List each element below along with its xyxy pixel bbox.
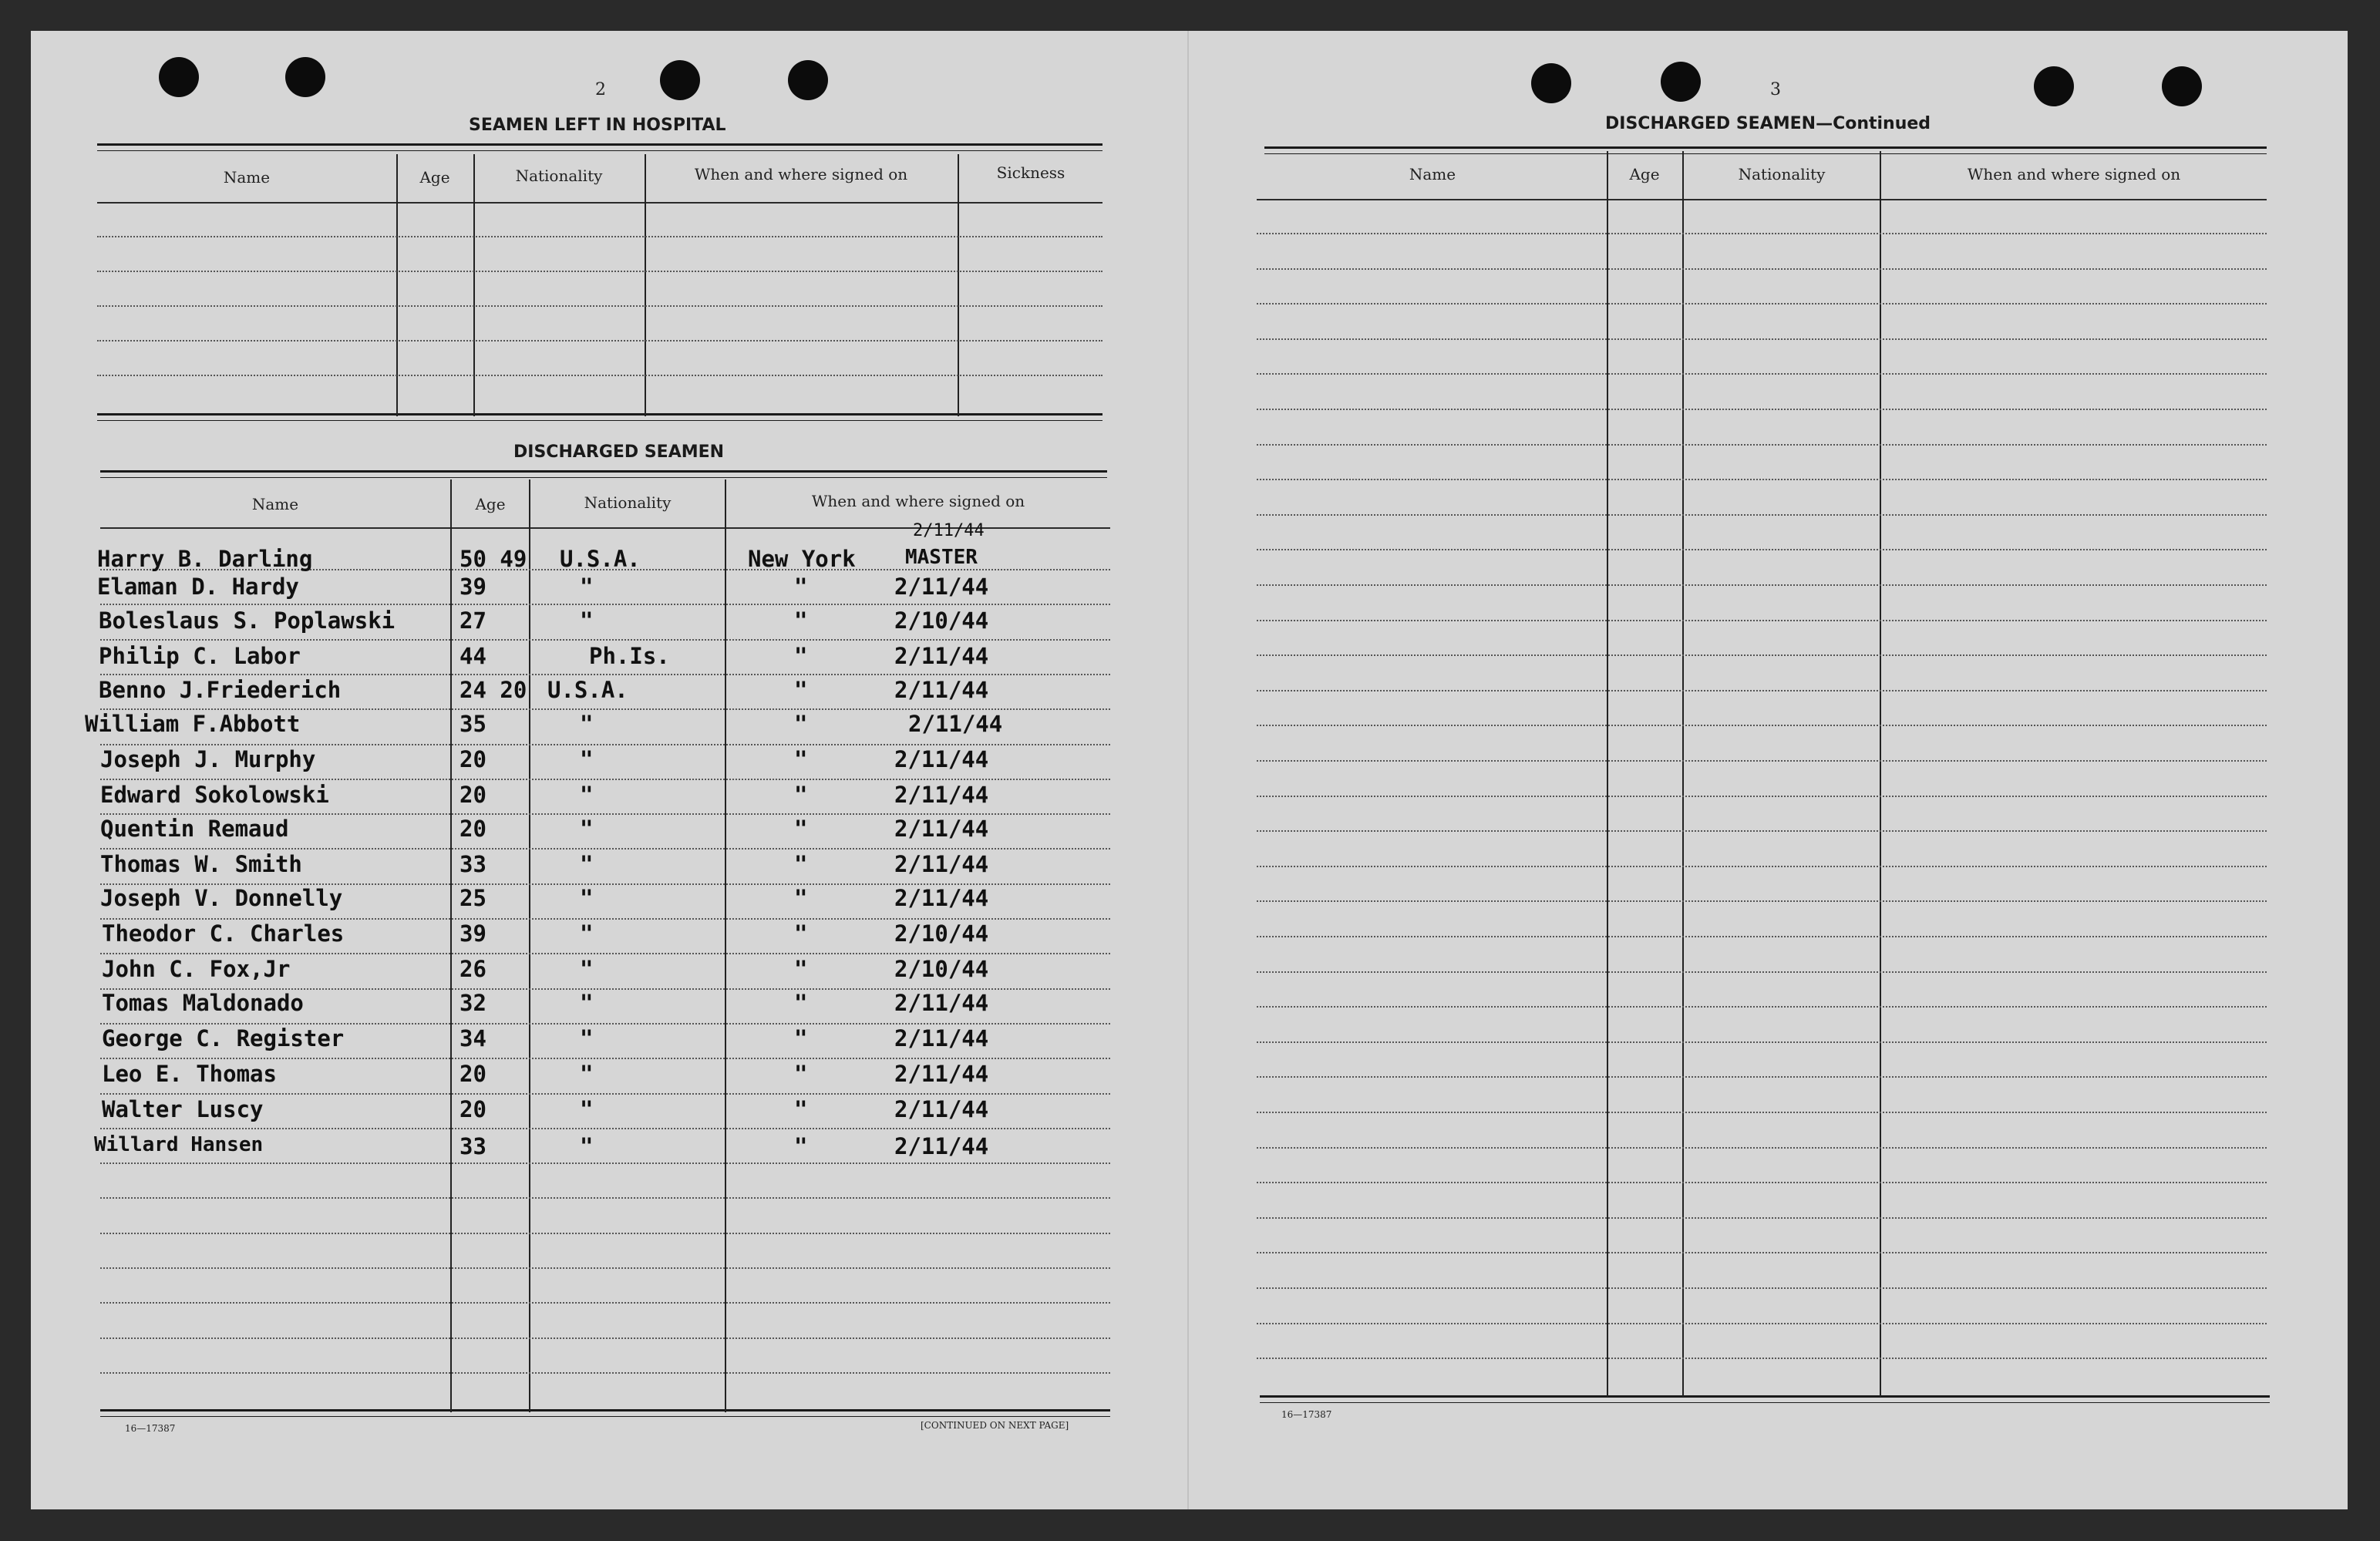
row-name: John C. Fox,Jr [102, 956, 291, 982]
row-age: 50 49 [460, 546, 527, 572]
ruled-line [1257, 1323, 2267, 1324]
table-bottom-rule [1260, 1395, 2270, 1403]
column-header-age: Age [475, 495, 506, 513]
row-name: Elaman D. Hardy [97, 574, 299, 600]
form-number: 16—17387 [1281, 1409, 1332, 1420]
row-age: 44 [460, 643, 486, 669]
hospital-section-title: SEAMEN LEFT IN HOSPITAL [469, 116, 726, 135]
header-rule [1257, 199, 2267, 200]
row-date: 2/11/44 [894, 885, 989, 911]
ruled-line [100, 639, 1110, 641]
ruled-line [1257, 690, 2267, 691]
ruled-line [100, 1023, 1110, 1025]
master-date-annotation: 2/11/44 [913, 521, 985, 540]
discharged-section-title: DISCHARGED SEAMEN [513, 442, 725, 462]
column-header-nationality: Nationality [584, 493, 672, 512]
row-date: 2/11/44 [894, 677, 989, 703]
column-header-nationality: Nationality [1738, 165, 1826, 183]
row-name: Joseph J. Murphy [100, 746, 316, 772]
column-header-age: Age [419, 168, 450, 187]
ruled-line [1257, 1358, 2267, 1359]
continued-note: [CONTINUED ON NEXT PAGE] [921, 1420, 1069, 1431]
page-number: 2 [595, 80, 606, 99]
row-nationality: U.S.A. [547, 677, 628, 703]
row-nationality: " [580, 711, 594, 737]
ruled-line [100, 918, 1110, 920]
ruled-line [100, 848, 1110, 850]
row-nationality: " [580, 1025, 594, 1051]
row-name: Theodor C. Charles [102, 920, 345, 947]
ruled-line [1257, 1182, 2267, 1183]
row-place: " [794, 643, 808, 669]
row-name: Boleslaus S. Poplawski [99, 607, 396, 634]
column-header-name: Name [1409, 165, 1456, 183]
row-nationality: " [580, 1133, 594, 1159]
ruled-line [1257, 549, 2267, 550]
column-header-signed-on: When and where signed on [1967, 165, 2181, 183]
row-age: 20 [460, 816, 486, 842]
row-place: " [794, 956, 808, 982]
ruled-line [100, 1372, 1110, 1374]
page-fold [1187, 31, 1189, 1509]
ruled-line [1257, 1287, 2267, 1289]
row-name: Philip C. Labor [99, 643, 301, 669]
table-bottom-rule [97, 413, 1102, 421]
ruled-line [100, 779, 1110, 780]
punch-hole [285, 57, 325, 97]
punch-hole [660, 60, 700, 100]
ruled-line [1257, 409, 2267, 410]
row-nationality: Ph.Is. [589, 643, 670, 669]
row-date: 2/11/44 [894, 782, 989, 808]
table-top-rule [97, 143, 1102, 151]
row-date: 2/11/44 [894, 1133, 989, 1159]
ruled-line [1257, 866, 2267, 867]
row-date: 2/11/44 [894, 574, 989, 600]
row-place: " [794, 990, 808, 1016]
column-divider [725, 479, 726, 1412]
row-name: Joseph V. Donnelly [100, 885, 343, 911]
table-bottom-rule [100, 1409, 1110, 1417]
row-place: " [794, 851, 808, 877]
ruled-line [100, 604, 1110, 605]
table-top-rule [1264, 146, 2267, 154]
row-place: " [794, 885, 808, 911]
row-place: " [794, 746, 808, 772]
column-divider [473, 154, 475, 416]
ruled-line [1257, 654, 2267, 656]
row-place: " [794, 920, 808, 947]
ruled-line [97, 375, 1102, 376]
row-name: Edward Sokolowski [100, 782, 329, 808]
punch-hole [1531, 63, 1571, 103]
row-place: " [794, 711, 808, 737]
row-nationality: " [580, 920, 594, 947]
row-place: " [794, 607, 808, 634]
row-date: 2/11/44 [894, 1061, 989, 1087]
row-nationality: " [580, 607, 594, 634]
ruled-line [1257, 830, 2267, 832]
ruled-line [1257, 233, 2267, 234]
ruled-line [1257, 268, 2267, 270]
row-name: Harry B. Darling [97, 546, 313, 572]
row-nationality: " [580, 746, 594, 772]
row-place: " [794, 1096, 808, 1122]
column-divider [396, 154, 398, 416]
column-header-sickness: Sickness [996, 163, 1065, 182]
row-age: 33 [460, 851, 486, 877]
ruled-line [1257, 725, 2267, 726]
ruled-line [1257, 760, 2267, 762]
column-divider [450, 479, 452, 1412]
column-header-age: Age [1629, 165, 1660, 183]
row-date: 2/11/44 [894, 1025, 989, 1051]
column-header-signed-on: When and where signed on [811, 492, 1025, 510]
ruled-line [100, 1162, 1110, 1164]
ruled-line [1257, 373, 2267, 375]
ruled-line [97, 305, 1102, 307]
ruled-line [1257, 936, 2267, 937]
ruled-line [100, 674, 1110, 675]
row-date: 2/11/44 [894, 643, 989, 669]
row-nationality: " [580, 782, 594, 808]
ruled-line [1257, 971, 2267, 973]
punch-hole [1661, 62, 1701, 102]
ruled-line [1257, 1252, 2267, 1253]
ruled-line [1257, 514, 2267, 516]
row-age: 20 [460, 1096, 486, 1122]
row-nationality: " [580, 1061, 594, 1087]
ruled-line [100, 1337, 1110, 1339]
row-date: 2/11/44 [894, 1096, 989, 1122]
row-place: " [794, 677, 808, 703]
row-age: 39 [460, 920, 486, 947]
row-name: Walter Luscy [102, 1096, 264, 1122]
page-number: 3 [1770, 80, 1781, 99]
ruled-line [100, 1128, 1110, 1129]
row-name: Thomas W. Smith [100, 851, 302, 877]
row-nationality: " [580, 990, 594, 1016]
column-divider [529, 479, 530, 1412]
ruled-line [100, 953, 1110, 954]
header-rule [97, 202, 1102, 204]
ruled-line [97, 340, 1102, 342]
ruled-line [100, 1093, 1110, 1095]
row-date: MASTER [905, 546, 978, 569]
row-age: 20 [460, 1061, 486, 1087]
row-date: 2/10/44 [894, 956, 989, 982]
row-nationality: " [580, 956, 594, 982]
ruled-line [1257, 1041, 2267, 1043]
ruled-line [97, 271, 1102, 272]
row-place: " [794, 574, 808, 600]
form-number: 16—17387 [125, 1423, 176, 1434]
continued-section-title: DISCHARGED SEAMEN—Continued [1605, 114, 1931, 133]
row-date: 2/11/44 [894, 990, 989, 1016]
row-age: 34 [460, 1025, 486, 1051]
column-header-name: Name [251, 495, 299, 513]
row-age: 20 [460, 782, 486, 808]
row-date: 2/11/44 [894, 851, 989, 877]
ruled-line [1257, 796, 2267, 797]
ruled-line [1257, 1076, 2267, 1078]
row-place: " [794, 1025, 808, 1051]
row-date: 2/10/44 [894, 607, 989, 634]
row-name: Benno J.Friederich [99, 677, 342, 703]
row-nationality: " [580, 851, 594, 877]
ruled-line [1257, 303, 2267, 304]
ruled-line [1257, 1112, 2267, 1113]
ruled-line [100, 1302, 1110, 1304]
row-place: " [794, 1133, 808, 1159]
row-age: 24 20 [460, 677, 527, 703]
row-place: " [794, 1061, 808, 1087]
ruled-line [1257, 338, 2267, 340]
ruled-line [100, 813, 1110, 815]
ruled-line [100, 1058, 1110, 1059]
row-name: Willard Hansen [94, 1133, 264, 1156]
ruled-line [100, 1233, 1110, 1234]
ruled-line [1257, 584, 2267, 586]
punch-hole [2162, 66, 2202, 106]
column-divider [645, 154, 646, 416]
column-divider [958, 154, 959, 416]
ruled-line [1257, 479, 2267, 480]
ruled-line [1257, 1006, 2267, 1008]
table-top-rule [100, 470, 1107, 478]
column-header-nationality: Nationality [515, 167, 603, 185]
row-nationality: " [580, 574, 594, 600]
ruled-line [1257, 1217, 2267, 1219]
punch-hole [788, 60, 828, 100]
ruled-line [100, 708, 1110, 710]
row-nationality: " [580, 885, 594, 911]
row-name: William F.Abbott [85, 711, 301, 737]
ruled-line [1257, 900, 2267, 902]
row-place: " [794, 782, 808, 808]
ruled-line [100, 744, 1110, 745]
ruled-line [1257, 1147, 2267, 1149]
row-place: " [794, 816, 808, 842]
row-name: George C. Register [102, 1025, 345, 1051]
row-age: 27 [460, 607, 486, 634]
row-nationality: " [580, 816, 594, 842]
ruled-line [97, 236, 1102, 237]
row-date: 2/11/44 [894, 746, 989, 772]
row-age: 32 [460, 990, 486, 1016]
row-date: 2/11/44 [894, 816, 989, 842]
row-age: 25 [460, 885, 486, 911]
column-header-name: Name [223, 168, 271, 187]
row-name: Tomas Maldonado [102, 990, 304, 1016]
row-age: 20 [460, 746, 486, 772]
row-age: 33 [460, 1133, 486, 1159]
ruled-line [100, 1267, 1110, 1269]
row-name: Leo E. Thomas [102, 1061, 277, 1087]
row-nationality: " [580, 1096, 594, 1122]
row-age: 26 [460, 956, 486, 982]
row-nationality: U.S.A. [560, 546, 641, 572]
punch-hole [2034, 66, 2074, 106]
row-name: Quentin Remaud [100, 816, 289, 842]
column-header-signed-on: When and where signed on [694, 165, 908, 183]
ruled-line [100, 1197, 1110, 1199]
punch-hole [159, 57, 199, 97]
row-date: 2/11/44 [908, 711, 1003, 737]
ruled-line [1257, 444, 2267, 446]
row-age: 35 [460, 711, 486, 737]
row-date: 2/10/44 [894, 920, 989, 947]
row-place: New York [748, 546, 856, 572]
ruled-line [1257, 620, 2267, 621]
row-age: 39 [460, 574, 486, 600]
